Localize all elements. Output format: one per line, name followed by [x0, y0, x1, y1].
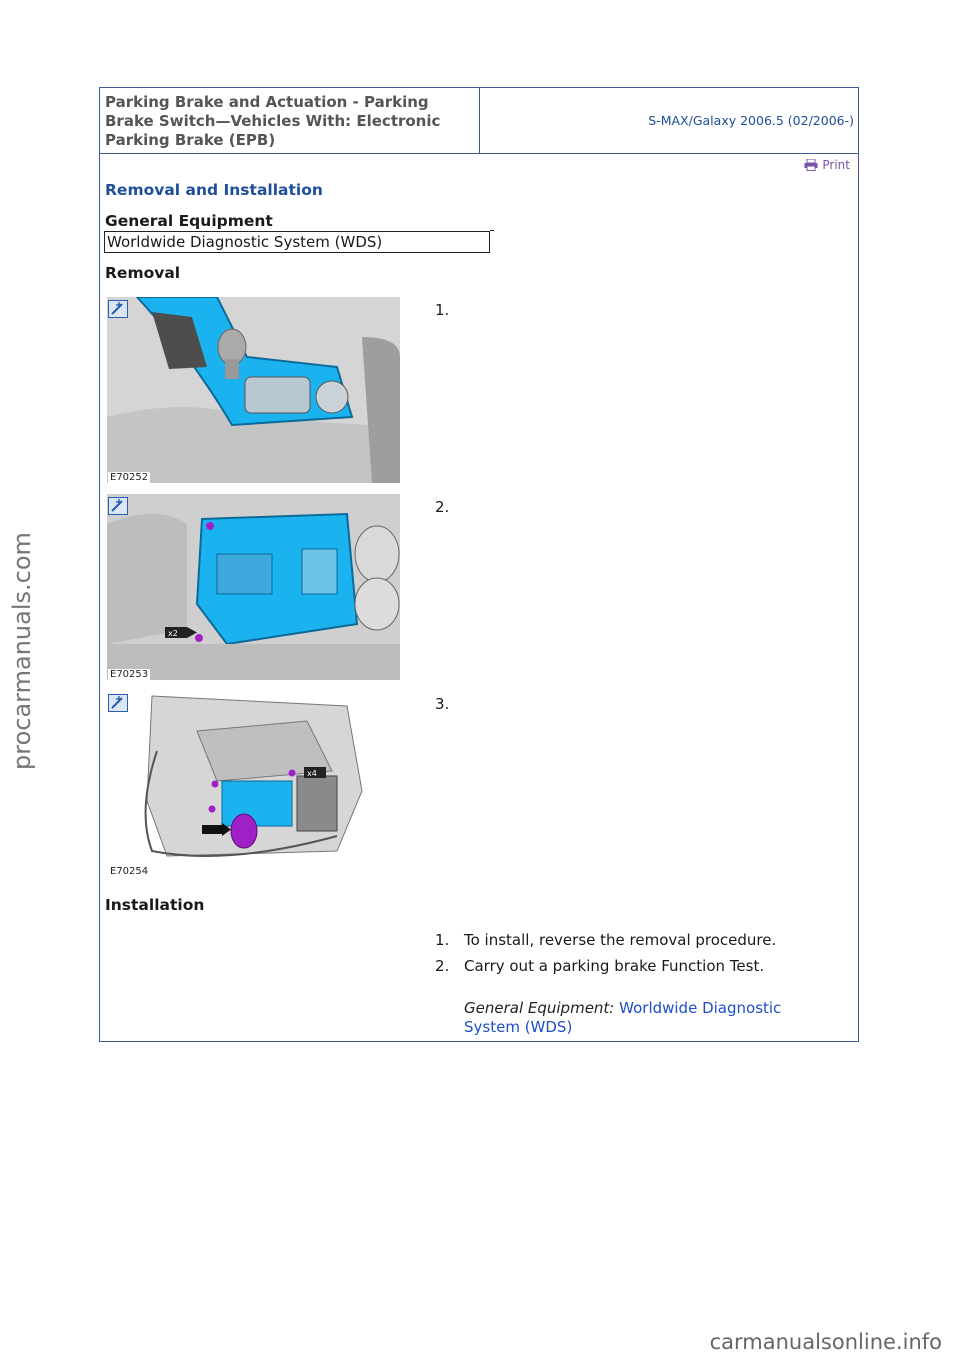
page-title: Parking Brake and Actuation - Parking Brake Switch—Vehicles With: Electronic Parking Brake (EPB): [100, 88, 480, 153]
print-button[interactable]: [804, 158, 850, 172]
removal-heading: Removal: [105, 264, 181, 282]
zoom-icon[interactable]: [108, 497, 128, 515]
note-label: General Equipment:: [464, 999, 615, 1017]
switch-module-illustration: [107, 691, 400, 877]
wds-link[interactable]: Worldwide Diagnostic System (WDS): [464, 999, 782, 1036]
zoom-icon[interactable]: [108, 300, 128, 318]
figure-id: E70254: [110, 866, 149, 877]
zoom-icon[interactable]: [108, 694, 128, 712]
figure-step-2[interactable]: [107, 494, 400, 680]
figure-id: E70253: [110, 669, 149, 680]
removal-step-number: 1.: [435, 301, 450, 319]
document-frame: [99, 87, 859, 1042]
bottom-watermark: carmanualsonline.info: [709, 1330, 942, 1354]
equipment-table-cell: Worldwide Diagnostic System (WDS): [104, 231, 490, 253]
general-equipment-heading: General Equipment: [105, 212, 273, 230]
console-trim-illustration: [107, 494, 400, 680]
removal-step-number: 2.: [435, 498, 450, 516]
vehicle-model: S-MAX/Galaxy 2006.5 (02/2006-): [648, 113, 854, 128]
printer-icon: [804, 159, 818, 171]
installation-heading: Installation: [105, 896, 205, 914]
figure-id: E70252: [110, 472, 149, 483]
list-item: 2. Carry out a parking brake Function Test.: [435, 957, 765, 975]
installation-steps: [435, 931, 776, 983]
equipment-note: [464, 999, 824, 1037]
callout-label: x4: [307, 769, 317, 778]
print-label[interactable]: Print: [822, 158, 850, 172]
section-title: Removal and Installation: [105, 181, 323, 199]
figure-step-3[interactable]: [107, 691, 400, 877]
list-item: 1. To install, reverse the removal procedure.: [435, 931, 777, 949]
table-divider: [490, 230, 494, 231]
console-illustration: [107, 297, 400, 483]
header-bar: [100, 88, 858, 154]
removal-step-number: 3.: [435, 695, 450, 713]
figure-step-1[interactable]: [107, 297, 400, 483]
callout-label: x2: [168, 629, 178, 638]
side-watermark: procarmanuals.com: [8, 532, 36, 770]
